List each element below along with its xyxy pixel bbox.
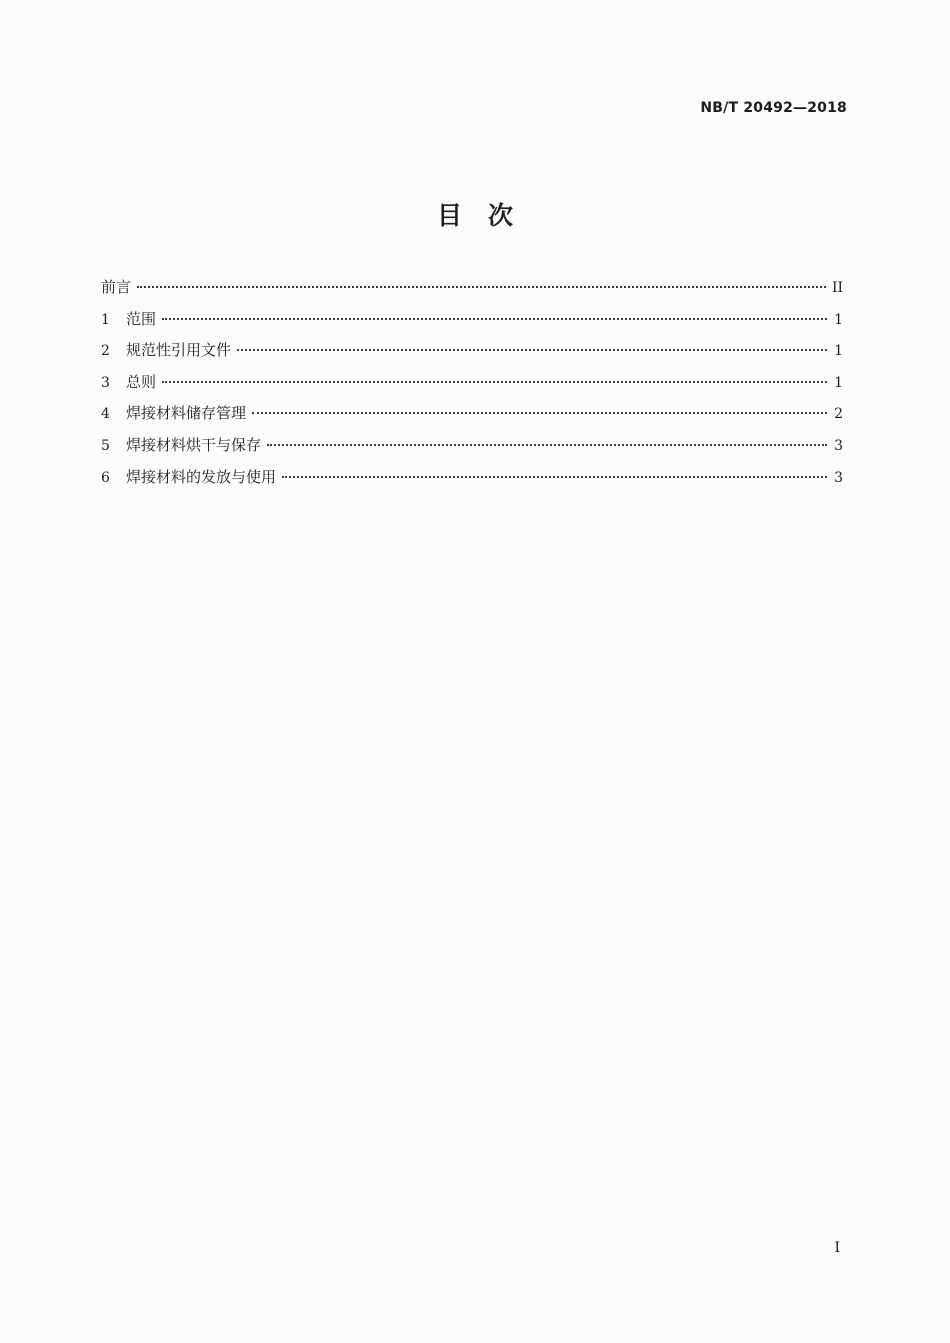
toc-entry-4[interactable]: [101, 402, 843, 434]
toc-entry-label: 范围: [126, 309, 157, 328]
toc-entry-page: 1: [834, 311, 843, 328]
table-of-contents: [101, 276, 843, 497]
toc-entry-1[interactable]: [101, 308, 843, 340]
toc-entry-label: 焊接材料的发放与使用: [126, 467, 277, 486]
title-char-1: 目: [436, 201, 462, 230]
dot-leader: [282, 476, 827, 478]
dot-leader: [252, 412, 827, 414]
toc-entry-label: 规范性引用文件: [126, 341, 232, 360]
toc-entry-label: 前言: [101, 278, 132, 296]
toc-entry-page: II: [831, 280, 843, 296]
toc-entry-2[interactable]: [101, 339, 843, 371]
dot-leader: [237, 349, 827, 351]
toc-entry-number: 2: [101, 343, 110, 360]
toc-entry-page: 2: [834, 406, 843, 423]
page-title: [0, 196, 950, 232]
dot-leader: [267, 444, 827, 446]
title-char-2: 次: [488, 201, 514, 230]
toc-entry-page: 1: [834, 343, 843, 360]
toc-entry-number: 3: [101, 374, 110, 391]
dot-leader: [137, 286, 826, 288]
toc-entry-number: 5: [101, 437, 110, 454]
toc-entry-label: 焊接材料储存管理: [126, 404, 247, 423]
toc-entry-number: 4: [101, 406, 110, 423]
toc-entry-label: 总则: [126, 372, 157, 391]
toc-entry-5[interactable]: [101, 434, 843, 466]
dot-leader: [162, 318, 827, 320]
toc-entry-6[interactable]: [101, 466, 843, 498]
toc-entry-page: 3: [834, 469, 843, 486]
toc-entry-page: 3: [834, 437, 843, 454]
dot-leader: [162, 381, 827, 383]
page-number: I: [834, 1240, 840, 1256]
toc-entry-3[interactable]: [101, 371, 843, 403]
document-code: NB/T 20492—2018: [700, 100, 847, 116]
toc-entry-foreword[interactable]: [101, 276, 843, 308]
toc-entry-page: 1: [834, 374, 843, 391]
toc-entry-number: 6: [101, 469, 110, 486]
toc-entry-number: 1: [101, 311, 110, 328]
toc-entry-label: 焊接材料烘干与保存: [126, 435, 262, 454]
